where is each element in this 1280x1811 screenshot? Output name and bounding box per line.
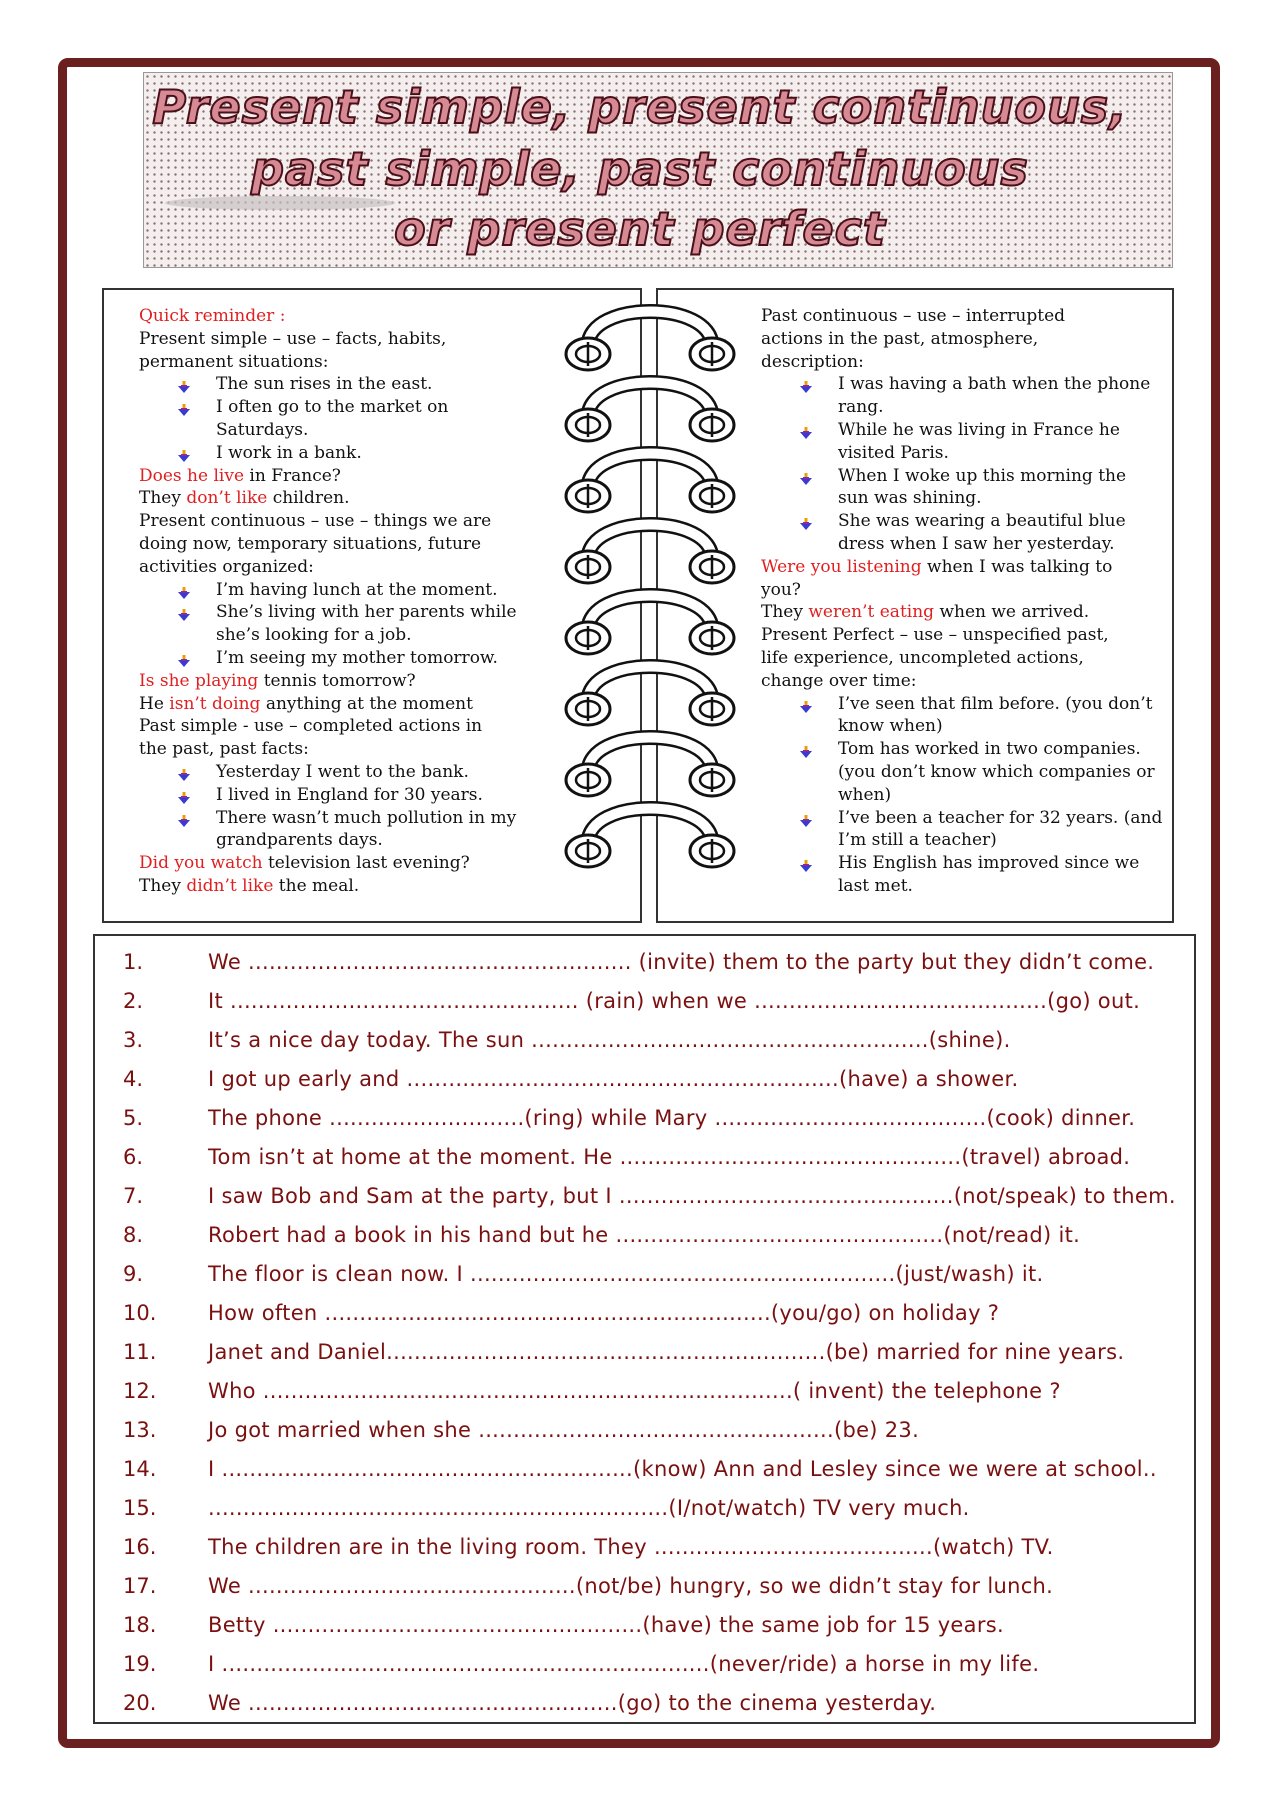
exercise-sentence: I saw Bob and Sam at the party, but I ................................................(not/speak) to them.: [208, 1184, 1176, 1208]
reminder-right-column: [761, 305, 1181, 898]
past-cont-intro-2: actions in the past, atmosphere,: [761, 328, 1039, 349]
list-item: I’ve seen that film before. (you don’t: [761, 693, 1181, 716]
bullet-arrow-icon: [177, 401, 191, 415]
ps-negative: They don’t like children.: [139, 488, 350, 509]
exercise-number: 12.: [123, 1379, 157, 1403]
exercise-number: 18.: [123, 1613, 157, 1637]
bullet-arrow-icon: [177, 812, 191, 826]
list-item: I often go to the market on: [139, 396, 629, 419]
bullet-arrow-icon: [177, 606, 191, 620]
list-item: She’s living with her parents while: [139, 601, 629, 624]
exercise-number: 6.: [123, 1145, 144, 1169]
present-simple-intro-1: Present simple – use – facts, habits,: [139, 328, 447, 349]
list-item: I’m seeing my mother tomorrow.: [139, 647, 629, 670]
bullet-arrow-icon: [799, 470, 813, 484]
pas-question: Did you watch television last evening?: [139, 853, 470, 874]
exercise-sentence: It’s a nice day today. The sun .........................................................(shine).: [208, 1028, 1011, 1052]
list-item-continuation: dress when I saw her yesterday.: [838, 533, 1115, 554]
bullet-arrow-icon: [177, 584, 191, 598]
list-item-continuation: she’s looking for a job.: [216, 625, 412, 646]
list-item-continuation: when): [838, 784, 892, 805]
list-item-continuation: know when): [838, 716, 943, 737]
list-item: She was wearing a beautiful blue: [761, 510, 1181, 533]
list-item-continuation: rang.: [838, 397, 884, 418]
bullet-arrow-icon: [799, 424, 813, 438]
pc-question: Is she playing tennis tomorrow?: [139, 670, 416, 691]
present-perfect-intro-2: life experience, uncompleted actions,: [761, 647, 1084, 668]
bullet-arrow-icon: [177, 378, 191, 392]
exercise-sentence: I got up early and ..............................................................(have) a shower.: [208, 1067, 1019, 1091]
present-cont-intro-2: doing now, temporary situations, future: [139, 533, 482, 554]
present-perfect-intro-1: Present Perfect – use – unspecified past,: [761, 625, 1109, 646]
bullet-arrow-icon: [177, 789, 191, 803]
list-item: I’ve been a teacher for 32 years. (and: [761, 807, 1181, 830]
reminder-left-column: [139, 305, 629, 898]
past-simple-intro-1: Past simple - use – completed actions in: [139, 716, 483, 737]
exercise-sentence: The phone ............................(ring) while Mary .......................................(cook) dinner.: [208, 1106, 1136, 1130]
pc-negative: He isn’t doing anything at the moment: [139, 693, 473, 714]
exercise-sentence: Betty .....................................................(have) the same job for 15 years.: [208, 1613, 1004, 1637]
exercise-sentence: How often ................................................................(you/go) on holiday ?: [208, 1301, 1000, 1325]
exercise-sentence: ..................................................................(I/not/watch) TV very much.: [208, 1496, 970, 1520]
list-item-continuation: Saturdays.: [216, 419, 309, 440]
list-item: While he was living in France he: [761, 419, 1181, 442]
list-item-continuation: last met.: [838, 875, 913, 896]
present-perfect-intro-3: change over time:: [761, 670, 917, 691]
exercise-sentence: We ....................................................... (invite) them to the party but they didn’t come.: [208, 950, 1155, 974]
exercise-number: 9.: [123, 1262, 144, 1286]
list-item: I was having a bath when the phone: [761, 373, 1181, 396]
present-simple-examples: [139, 373, 629, 464]
exercise-number: 5.: [123, 1106, 144, 1130]
exercise-box: [93, 934, 1196, 1724]
pac-question: Were you listening when I was talking to: [761, 556, 1113, 577]
exercise-number: 14.: [123, 1457, 157, 1481]
bullet-arrow-icon: [799, 812, 813, 826]
exercise-sentence: We ...............................................(not/be) hungry, so we didn’t stay for lunch.: [208, 1574, 1054, 1598]
exercise-number: 3.: [123, 1028, 144, 1052]
present-cont-intro-1: Present continuous – use – things we are: [139, 511, 492, 532]
exercise-number: 16.: [123, 1535, 157, 1559]
bullet-arrow-icon: [799, 698, 813, 712]
past-cont-examples: [761, 373, 1181, 555]
bullet-arrow-icon: [177, 766, 191, 780]
present-perfect-examples: [761, 693, 1181, 898]
exercise-number: 19.: [123, 1652, 157, 1676]
exercise-number: 17.: [123, 1574, 157, 1598]
exercise-sentence: The floor is clean now. I .............................................................(just/wash) it.: [208, 1262, 1044, 1286]
exercise-number: 10.: [123, 1301, 157, 1325]
exercise-number: 2.: [123, 989, 144, 1013]
exercise-number: 4.: [123, 1067, 144, 1091]
bullet-arrow-icon: [177, 447, 191, 461]
bullet-arrow-icon: [799, 515, 813, 529]
pas-negative: They didn’t like the meal.: [139, 875, 360, 896]
list-item: The sun rises in the east.: [139, 373, 629, 396]
bullet-arrow-icon: [799, 857, 813, 871]
ps-question: Does he live in France?: [139, 465, 341, 486]
title-line-1: Present simple, present continuous,: [152, 80, 1128, 134]
past-simple-examples: [139, 761, 629, 852]
present-cont-intro-3: activities organized:: [139, 556, 314, 577]
exercise-sentence: Janet and Daniel...............................................................(be) married for nine years.: [208, 1340, 1125, 1364]
list-item-continuation: (you don’t know which companies or: [838, 761, 1155, 782]
present-cont-examples: [139, 579, 629, 670]
exercise-sentence: We .....................................................(go) to the cinema yesterday.: [208, 1691, 937, 1715]
exercise-number: 20.: [123, 1691, 157, 1715]
list-item-continuation: sun was shining.: [838, 488, 982, 509]
exercise-sentence: I ...........................................................(know) Ann and Lesley since we were at school..: [208, 1457, 1157, 1481]
bullet-arrow-icon: [799, 743, 813, 757]
exercise-number: 11.: [123, 1340, 157, 1364]
bullet-arrow-icon: [177, 652, 191, 666]
exercise-sentence: The children are in the living room. They ........................................(watch) TV.: [208, 1535, 1054, 1559]
present-simple-intro-2: permanent situations:: [139, 351, 329, 372]
past-cont-intro-3: description:: [761, 351, 864, 372]
list-item: Yesterday I went to the bank.: [139, 761, 629, 784]
list-item: I work in a bank.: [139, 442, 629, 465]
list-item-continuation: visited Paris.: [838, 442, 949, 463]
list-item: There wasn’t much pollution in my: [139, 807, 629, 830]
pac-question-continued: you?: [761, 579, 801, 600]
exercise-sentence: Robert had a book in his hand but he ...............................................(not/read) it.: [208, 1223, 1081, 1247]
past-simple-intro-2: the past, past facts:: [139, 739, 309, 760]
past-cont-intro-1: Past continuous – use – interrupted: [761, 306, 1066, 326]
exercise-number: 1.: [123, 950, 144, 974]
list-item: Tom has worked in two companies.: [761, 738, 1181, 761]
exercise-sentence: Jo got married when she ...................................................(be) 23.: [208, 1418, 920, 1442]
list-item: I’m having lunch at the moment.: [139, 579, 629, 602]
list-item: I lived in England for 30 years.: [139, 784, 629, 807]
pac-negative: They weren’t eating when we arrived.: [761, 602, 1090, 623]
exercise-number: 13.: [123, 1418, 157, 1442]
reminder-heading: Quick reminder :: [139, 306, 286, 326]
bullet-arrow-icon: [799, 378, 813, 392]
list-item-continuation: grandparents days.: [216, 830, 383, 851]
exercise-number: 15.: [123, 1496, 157, 1520]
title-line-2: past simple, past continuous: [251, 142, 1029, 196]
list-item: His English has improved since we: [761, 852, 1181, 875]
exercise-sentence: It .................................................. (rain) when we ..........................................(go) out.: [208, 989, 1141, 1013]
exercise-number: 7.: [123, 1184, 144, 1208]
exercise-sentence: Tom isn’t at home at the moment. He .................................................(travel) abroad.: [208, 1145, 1131, 1169]
exercise-number: 8.: [123, 1223, 144, 1247]
exercise-sentence: Who ............................................................................( invent) the telephone ?: [208, 1379, 1061, 1403]
title-line-3: or present perfect: [394, 202, 886, 256]
exercise-sentence: I ......................................................................(never/ride) a horse in my life.: [208, 1652, 1040, 1676]
list-item-continuation: I’m still a teacher): [838, 830, 997, 851]
list-item: When I woke up this morning the: [761, 465, 1181, 488]
